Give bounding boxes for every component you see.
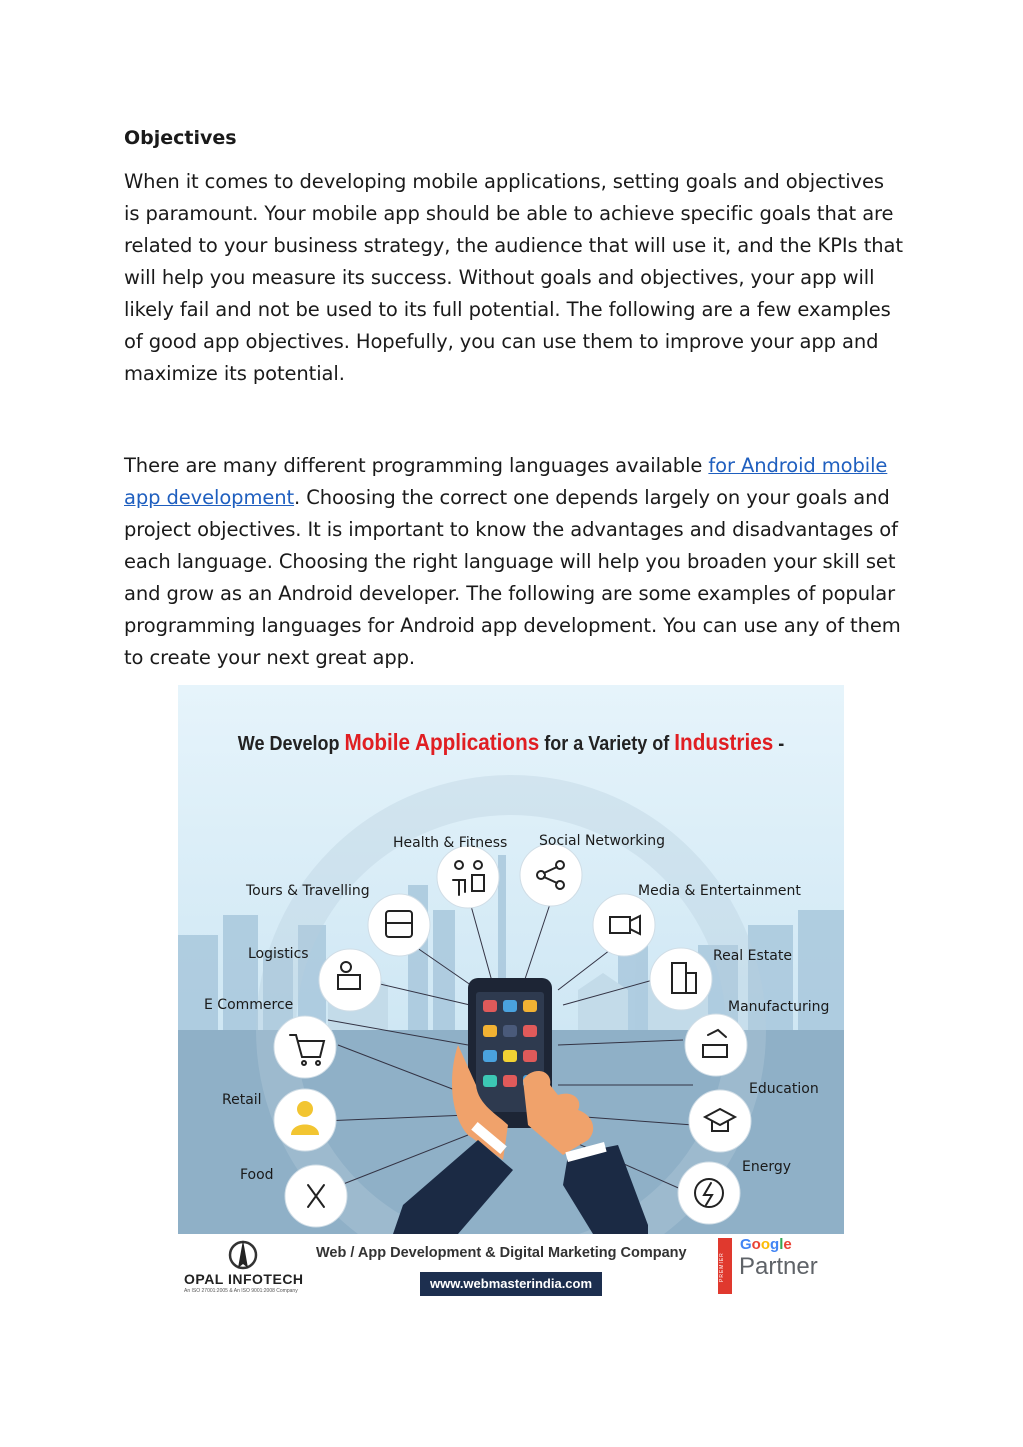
label-e-commerce: E Commerce (204, 997, 294, 1013)
google-logo-text: Google (740, 1236, 792, 1253)
label-health-fitness: Health & Fitness (393, 835, 508, 851)
cart-icon (274, 1016, 336, 1078)
video-camera-icon (593, 894, 655, 956)
label-retail: Retail (222, 1092, 262, 1108)
share-icon (520, 844, 582, 906)
people-icon (437, 846, 499, 908)
company-name: OPAL INFOTECH (184, 1271, 304, 1287)
label-food: Food (240, 1167, 274, 1183)
partner-text: Partner (739, 1253, 818, 1280)
opal-infotech-logo-icon (228, 1238, 258, 1272)
label-real-estate: Real Estate (713, 948, 792, 964)
paragraph-text-end: . Choosing the correct one depends largely on your goals and project objectives. It is important to know the advantages and disadvantages of each language. Choosing the right language will help you broaden your skill set and grow as an Android developer. The following are some examples of popular programming languages for Android app development. You can use any of them to create your next great app. (124, 486, 901, 669)
logistics-icon (319, 949, 381, 1011)
shopper-icon (274, 1089, 336, 1151)
building-icon (650, 948, 712, 1010)
company-tagline: Web / App Development & Digital Marketing Company (316, 1245, 687, 1261)
label-energy: Energy (742, 1159, 792, 1175)
energy-icon (678, 1162, 740, 1224)
label-manufacturing: Manufacturing (728, 999, 830, 1015)
company-iso-text: An ISO 27001:2005 & An ISO 9001:2008 Company (184, 1288, 298, 1294)
label-logistics: Logistics (248, 946, 309, 962)
label-tours-travelling: Tours & Travelling (246, 883, 370, 899)
paragraph-languages (124, 450, 904, 674)
android-development-link[interactable]: for Android mobile app development (124, 454, 888, 509)
infographic-title: We Develop Mobile Applications for a Variety of Industries - (237, 729, 785, 755)
industries-infographic (178, 685, 844, 1301)
infographic-footer (178, 1234, 844, 1301)
document-body (124, 124, 904, 674)
paragraph-objectives: When it comes to developing mobile applications, setting goals and objectives is paramount. Your mobile app should be able to achieve specific goals that are related to your business strategy, the audience that will use it, and the KPIs that will help you measure its success. Without goals and objectives, your app will likely fail and not be used to its full potential. The following are a few examples of good app objectives. Hopefully, you can use them to improve your app and maximize its potential. (124, 170, 903, 385)
bus-icon (368, 894, 430, 956)
graduation-cap-icon (689, 1090, 751, 1152)
paragraph-text-start: There are many different programming languages available (124, 454, 709, 477)
label-media-entertainment: Media & Entertainment (638, 883, 801, 899)
label-social-networking: Social Networking (539, 833, 666, 849)
company-website: www.webmasterindia.com (420, 1272, 602, 1296)
section-heading: Objectives (124, 127, 237, 149)
label-education: Education (749, 1081, 819, 1097)
premier-badge-text: PREMIER (719, 1252, 725, 1282)
